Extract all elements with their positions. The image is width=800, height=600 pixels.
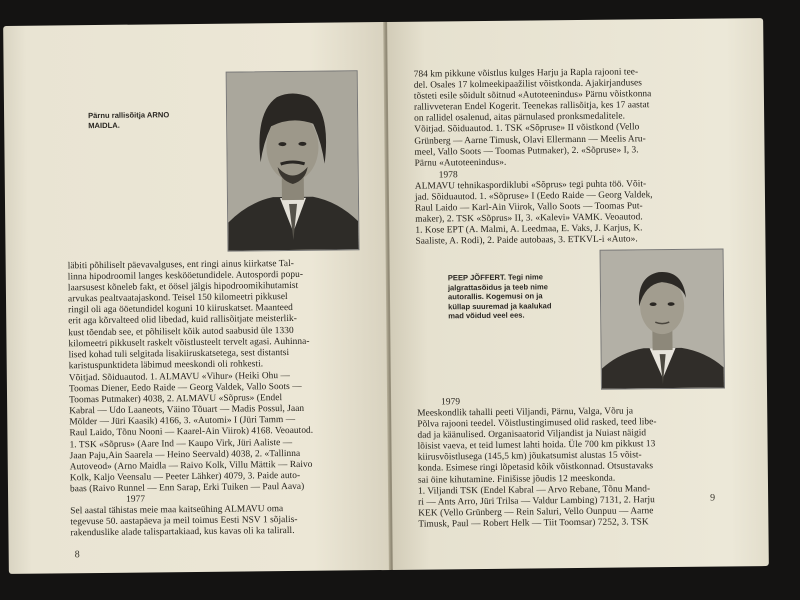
year-heading-1979: 1979 [441,397,461,408]
body-text-1978: ALMAVU tehnikaspordiklubi «Sõprus» tegi puhta töö. Võit- jad. Sõiduautod. 1. «Sõpruse» I (Eedo Raide — Georg Valdek, Raul Laido — Karl-Ain Viirok, Vallo Soots — Toomas Put- maker), 2. TSK «Sõprus» II, 3. «Kalevi» VAMK. Veoautod. 1. Kose EPT (A. Malmi, A. Leedmaa, E. Vaks, J. Karjus, K. Saaliste, A. Rodi), 2. Paide autobaas, 3. ETKVL-i «Auto». [414,179,653,248]
page-number-right: 9 [710,492,716,504]
book-spread [3,18,769,574]
year-heading-1977: 1977 [126,494,146,505]
portrait-photo-arno-maidla [226,70,360,251]
body-text-1979: Meeskondlik tahalli peeti Viljandi, Pärnu, Valga, Võru ja Põlva rajooni teedel. Võistlustingimused olid rasked, teed libe- dad ja käänulised. Organisaatorid Viljandist ja Nuiast näigid lõisist vaeva, et teid lumest lahti hoida. Üle 700 km pikkust 13 kiirusvõistlusega (145,5 km) jõukatsumist alustas 15 võist- konda. Esimese ringi lõpetasid kõik võistkonnad. Otsustavaks sai öine kihutamine. Finišisse jõudis 12 meeskonda. 1. Viljandi TSK (Endel Kabral — Arvo Rebane, Tõnu Mand- ri — Ants Arro, Jüri Trilsa — Valdur Lambing) 7131, 2. Harju KEK (Vello Grünberg — Rein Saluri, Vello Ounpuu — Aarne Timusk, Paul — Robert Helk — Tiit Toomsar) 7252, 3. TSK [417,406,657,530]
portrait-man-short-hair-icon [601,249,724,388]
right-page [387,18,769,570]
year-heading-1978: 1978 [438,170,458,181]
portrait-man-long-hair-icon [227,71,359,250]
body-text-intro: läbiti põhiliselt päevavalguses, ent ringi ainus kiirkatse Tal- linna hipodroomil langes keskööetundidele. Autospordi popu- laarsusest kõneleb fakt, et öösel jälgis hipodroomikihutamist arvukas pealtvaatajaskond. Teisel 150 kilomeetri pikkusel ringil oli aga ööetundidel koguni 10 kiiruskatset. Maanteed erit aga kõrvalteed olid libedad, kuid rallisõitjate meisterlik- kust tõendab see, et põhiliselt kõik autod saabusid üle 1330 kilomeetri pikkuselt raskelt võistlusteelt tervelt agasi. Auhinna- lised kohad tuli selgitada lisakiiruskatsetega, sest distantsi karistuspunktideta läbimud meeskondi oli rohkesti. [67,258,310,372]
portrait-photo-peep-joffert [600,248,725,389]
left-page [3,22,391,574]
body-text-intro-right: 784 km pikkune võistlus kulges Harju ja Rapla rajooni tee- del. Osales 17 kolmeekipaažilist võistkonda. Ajakirjanduses tõsteti esile sõidult sõitnud «Autoteenindus» Pärnu võistkonna rallivveteran Endel Kogerit. Teenekas rallisõitja, kes 17 aastat on rallidel osalenud, aitas pärnulased pronksmedalitele. Võitjad. Sõiduautod. 1. TSK «Sõpruse» II võistkond (Vello Grünberg — Aarne Timusk, Olavi Ellermann — Meelis Aru- meel, Vallo Soots — Toomas Putmaker), 2. «Sõpruse» I, 3. Pärnu «Autoteenindus». [413,67,652,169]
body-text-1977: Sel aastal tähistas meie maa kaitseühing ALMAVU oma tegevuse 50. aastapäeva ja meil toimus Eesti NSV 1 sõjalis- rakenduslike alade talispartakiaad, kus kavas oli ka talirall. [70,504,298,539]
photo-caption-arno-maidla: Pärnu rallisõitja ARNO MAIDLA. [88,110,170,130]
page-number-left: 8 [74,549,80,561]
results-1976: Võitjad. Sõiduautod. 1. ALMAVU «Vihur» (Heiki Ohu — Toomas Diener, Eedo Raide — Georg Valdek, Vallo Soots — Toomas Putmaker) 4038, 2. ALMAVU «Sõprus» (Endel Kabral — Udo Laaneots, Väino Tõuart — Madis Possul, Jaan Mölder — Jüri Kaasik) 4166, 3. «Automi» I (Jüri Tamm — Raul Laido, Tõnu Nooni — Kaarel-Ain Viirok) 4168. Veoautod. 1. TSK «Sõprus» (Aare Ind — Kaupo Virk, Jüri Aaliste — Jaan Paju,Ain Saarela — Heino Seervald) 4038, 2. «Tallinna Autoveod» (Arno Maidla — Raivo Kolk, Villu Mättik — Raivo Kolk, Kaljo Veensalu — Peeter Lähker) 4079, 3. Paide auto- baas (Raivo Runnel — Enn Sarap, Erki Tuiken — Paul Aava) [68,371,314,495]
photo-caption-peep-joffert: PEEP JÕFFERT. Tegi nime jalgrattasõidus ja teeb nime autorallis. Kogemusi on ja küllap suuremad ja kaalukad mad võidud veel ees. [447,272,552,321]
